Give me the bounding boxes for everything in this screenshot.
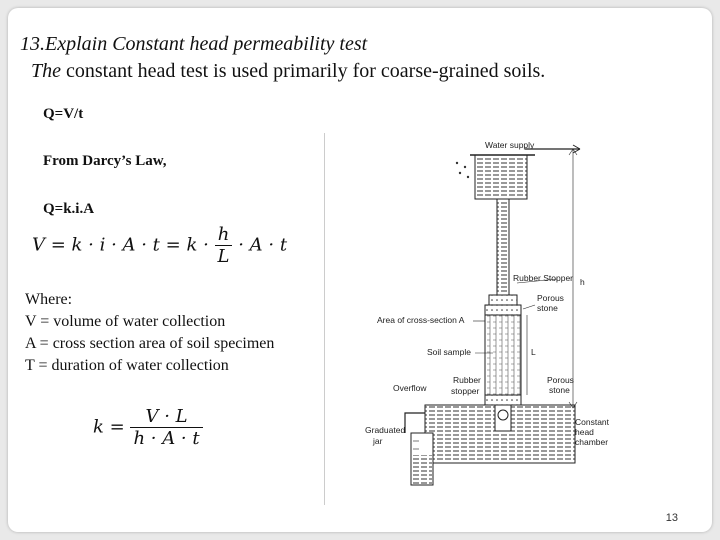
- constant-head-apparatus-diagram: [324, 133, 707, 505]
- apparatus-svg: [325, 133, 707, 505]
- label-soil-sample: Soil sample: [427, 347, 471, 357]
- eq-v-den: L: [215, 245, 233, 267]
- label-porous-stone-bottom-2: stone: [549, 385, 570, 395]
- label-h: h: [580, 277, 585, 287]
- label-area-cross-section: Area of cross-section A: [377, 315, 465, 325]
- page-number: 13: [665, 512, 678, 524]
- where-line-1: V = volume of water collection: [25, 313, 226, 330]
- supply-reservoir: [475, 155, 527, 199]
- label-porous-stone-bottom-1: Porous: [547, 375, 574, 385]
- label-constant-head-2: head: [575, 427, 594, 437]
- supply-tube: [497, 199, 509, 295]
- label-water-supply: Water supply: [485, 140, 535, 150]
- soil-sample-column: [485, 315, 521, 395]
- where-line-3: T = duration of water collection: [25, 357, 229, 374]
- darcy-law-text: From Darcy’s Law,: [43, 153, 167, 169]
- label-graduated-jar-2: jar: [373, 436, 383, 446]
- eq-k-den: h · A · t: [130, 427, 202, 449]
- eq-k-num: V · L: [145, 406, 188, 427]
- label-porous-stone-top-1: Porous: [537, 293, 564, 303]
- porous-stone-top: [485, 305, 521, 315]
- overflow-pipe: [405, 413, 425, 433]
- eq-k-fraction: [130, 406, 202, 449]
- rubber-stopper-top: [489, 295, 517, 305]
- label-overflow: Overflow: [393, 383, 427, 393]
- equation-volume: [32, 224, 287, 267]
- where-block: [25, 289, 274, 377]
- label-rubber-stopper-top: Rubber Stopper: [513, 273, 574, 283]
- eq-k-left: k =: [93, 416, 125, 438]
- label-constant-head-1: Constant: [575, 417, 610, 427]
- where-line-0: Where:: [25, 291, 73, 308]
- where-line-2: A = cross section area of soil specimen: [25, 335, 275, 352]
- formula-q-kia: Q=k.i.A: [43, 201, 95, 217]
- porous-stone-bottom: [485, 395, 521, 405]
- subtitle-rest: constant head test is used primarily for coarse-grained soils.: [61, 60, 546, 82]
- formula-q: Q=V/t: [43, 106, 84, 122]
- subtitle-italic: The: [31, 60, 61, 82]
- eq-v-left: V = k · i · A · t = k ·: [32, 234, 209, 256]
- slide: [8, 8, 712, 532]
- eq-v-right: · A · t: [238, 234, 288, 256]
- eq-v-fraction: [215, 224, 233, 267]
- label-rubber-stopper-bottom-2: stopper: [451, 386, 480, 396]
- label-rubber-stopper-bottom-1: Rubber: [453, 375, 481, 385]
- equation-k: [93, 406, 203, 449]
- label-porous-stone-top-2: stone: [537, 303, 558, 313]
- label-constant-head-3: chamber: [575, 437, 609, 447]
- eq-v-num: h: [217, 224, 230, 245]
- slide-subtitle: [31, 60, 545, 83]
- slide-title: 13.Explain Constant head permeability test: [20, 33, 368, 55]
- label-graduated-jar-1: Graduated: [365, 425, 406, 435]
- label-L: L: [531, 347, 536, 357]
